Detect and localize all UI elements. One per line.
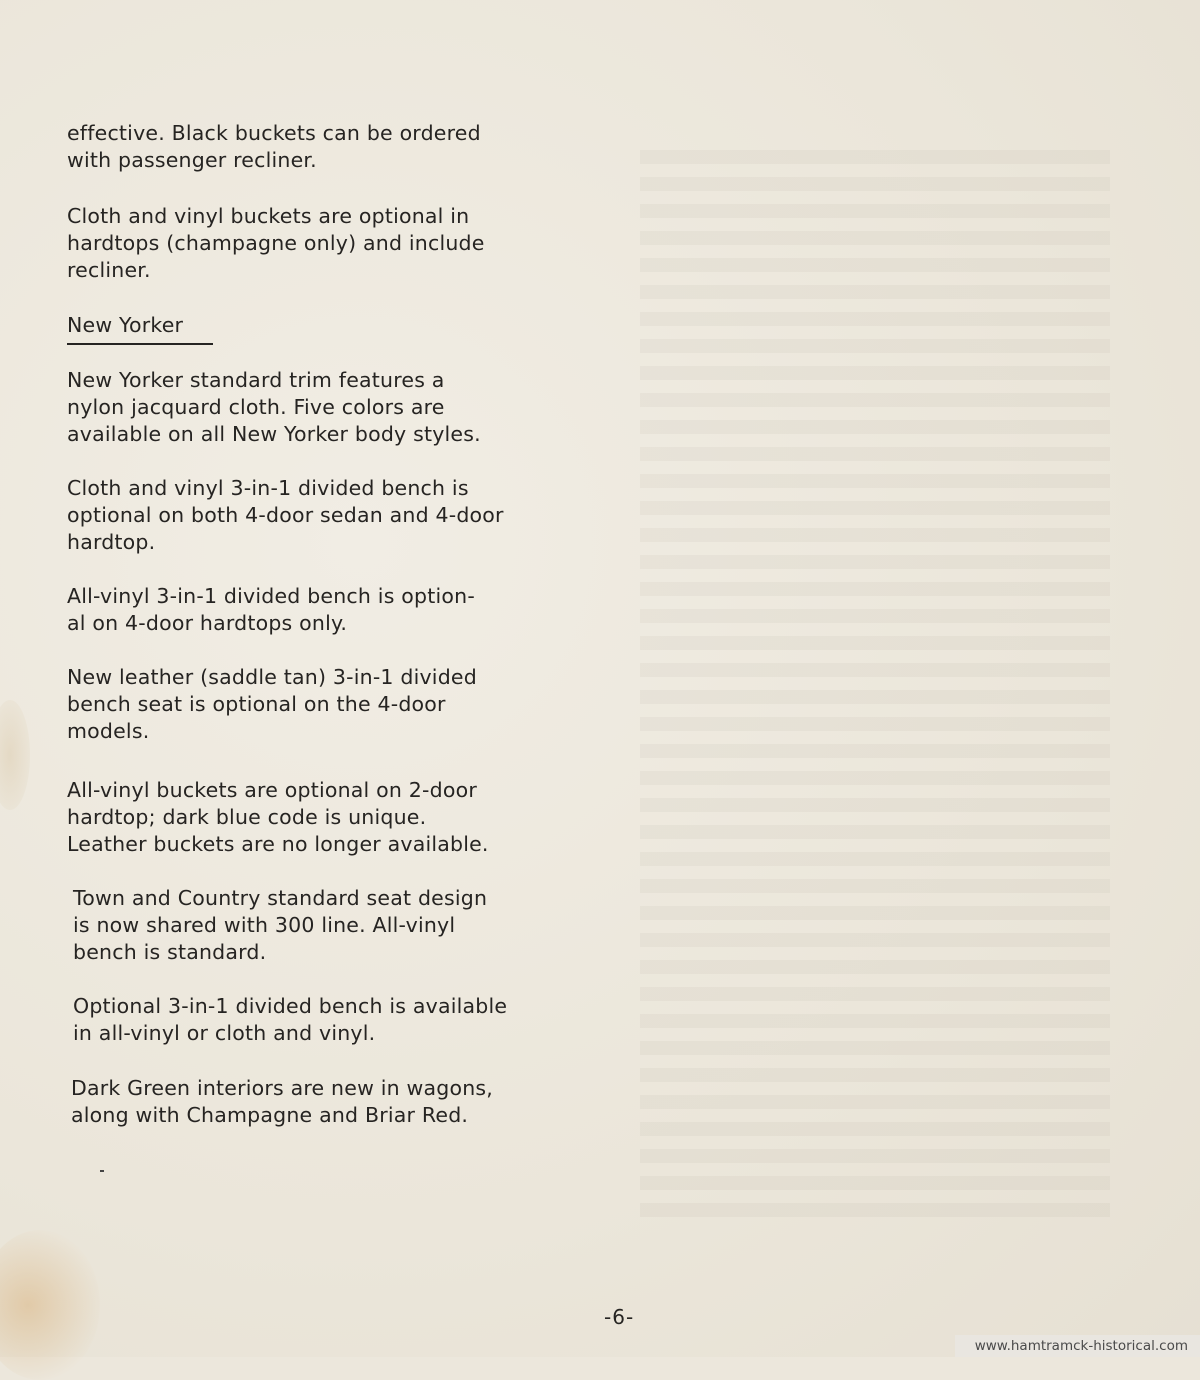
bleed-through-texture: [640, 150, 1110, 1230]
paragraph: All-vinyl buckets are optional on 2-door hardtop; dark blue code is unique. Leather buckets are no longer available.: [67, 778, 489, 856]
paragraph: All-vinyl 3-in-1 divided bench is option- al on 4-door hardtops only.: [67, 584, 475, 635]
ink-speck: [100, 1170, 104, 1172]
paragraph: Town and Country standard seat design is now shared with 300 line. All-vinyl bench is standard.: [73, 886, 488, 964]
page-number: -6-: [604, 1305, 635, 1329]
paragraph: Cloth and vinyl buckets are optional in hardtops (champagne only) and include recliner.: [67, 204, 485, 282]
paragraph: New Yorker standard trim features a nylon jacquard cloth. Five colors are available on all New Yorker body styles.: [67, 368, 481, 446]
paper-stain: [0, 700, 30, 810]
paper-stain: [0, 1230, 100, 1380]
section-heading: New Yorker: [67, 312, 213, 345]
watermark: www.hamtramck-historical.com: [955, 1335, 1200, 1357]
paragraph: Cloth and vinyl 3-in-1 divided bench is optional on both 4-door sedan and 4-door hardtop.: [67, 476, 504, 554]
paragraph: effective. Black buckets can be ordered with passenger recliner.: [67, 121, 481, 172]
paragraph: Optional 3-in-1 divided bench is available in all-vinyl or cloth and vinyl.: [73, 994, 508, 1045]
paragraph: Dark Green interiors are new in wagons, along with Champagne and Briar Red.: [71, 1076, 494, 1127]
paragraph: New leather (saddle tan) 3-in-1 divided bench seat is optional on the 4-door models.: [67, 665, 477, 743]
